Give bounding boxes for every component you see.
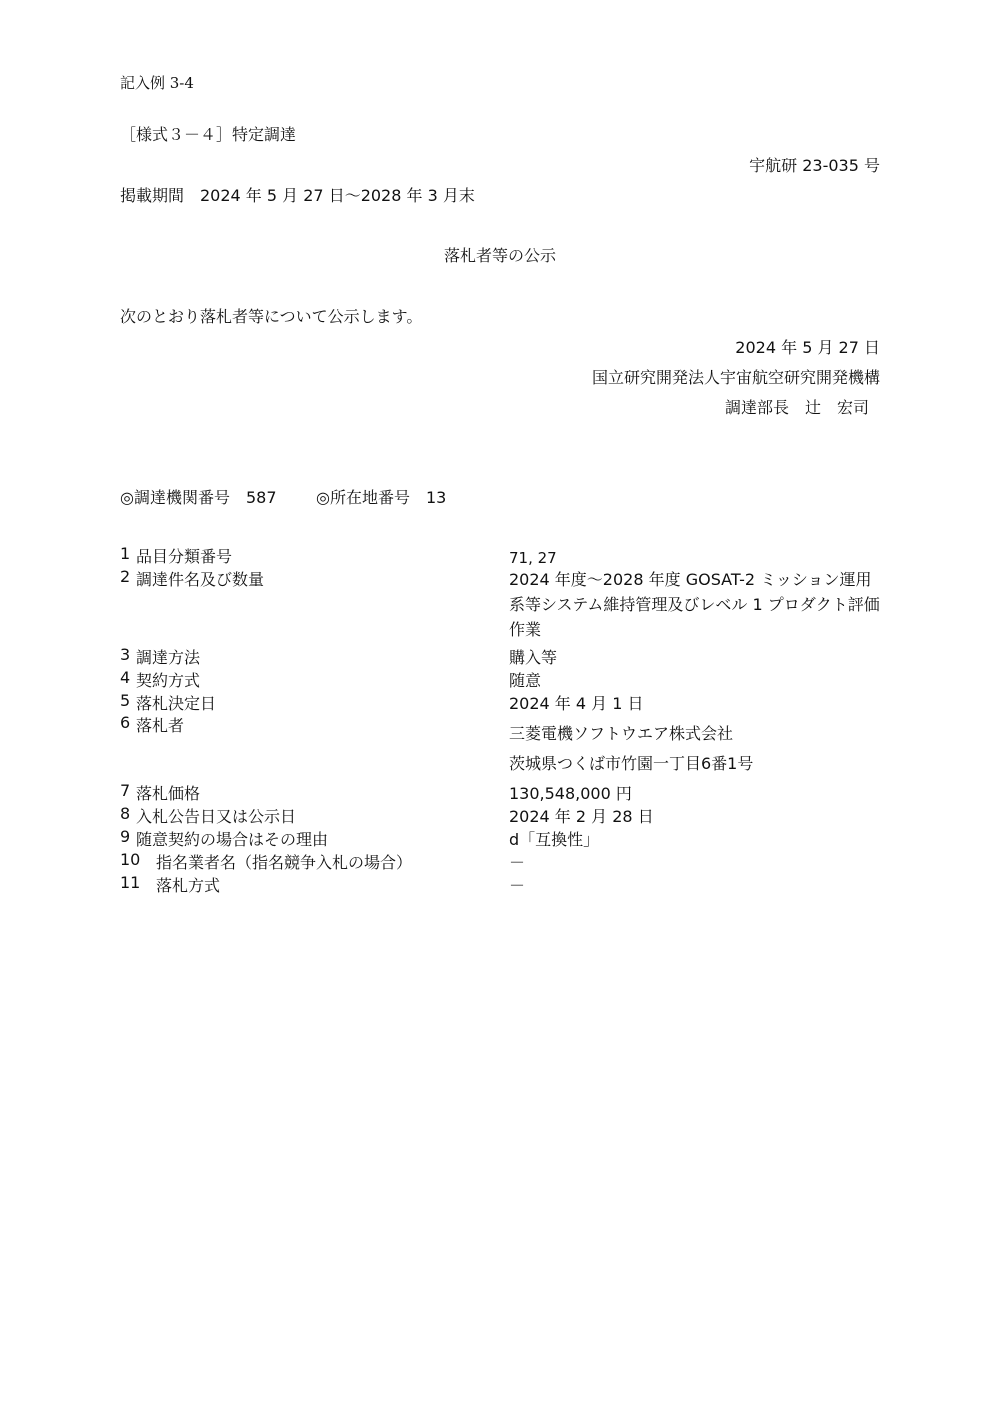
list-item [120,850,890,873]
item-label: 契約方式 [136,671,201,690]
item-number: 10 [120,850,141,869]
item-value: 2024 年 4 月 1 日 [509,694,644,713]
document-number: 宇航研 23-035 号 [749,156,880,175]
item-number: 7 [120,781,131,800]
item-value: － [509,853,526,872]
item-label: 調達方法 [136,648,201,667]
item-list [120,544,890,896]
list-item [120,668,890,691]
list-item [120,645,890,668]
item-number: 9 [120,827,131,846]
item-label: 入札公告日又は公示日 [136,807,297,826]
intro-text: 次のとおり落札者等について公示します。 [120,307,423,326]
agency-code: ◎調達機関番号 587 [120,488,277,507]
item-number: 6 [120,713,131,732]
item-label: 調達件名及び数量 [136,570,265,589]
item-value: 2024 年 2 月 28 日 [509,807,654,826]
list-item [120,567,890,645]
item-number: 11 [120,873,141,892]
winner-name: 三菱電機ソフトウエア株式会社 [509,724,734,743]
list-item [120,713,890,781]
item-value: 71, 27 [509,549,557,567]
issuer-organization: 国立研究開発法人宇宙航空研究開発機構 [591,368,880,387]
document-title: 落札者等の公示 [443,246,556,265]
list-item [120,781,890,804]
item-number: 8 [120,804,131,823]
item-value: 随意 [509,671,542,690]
item-label: 落札価格 [136,784,201,803]
example-label: 記入例 3-4 [120,74,194,92]
item-label: 指名業者名（指名競争入札の場合） [156,853,413,872]
form-label: ［様式３－４］特定調達 [120,125,297,144]
item-label: 落札決定日 [136,694,217,713]
item-label: 落札者 [136,716,185,735]
item-value: 130,548,000 円 [509,784,632,803]
item-value: 購入等 [509,648,558,667]
item-value: － [509,876,526,895]
item-label: 随意契約の場合はその理由 [136,830,329,849]
list-item [120,544,890,567]
list-item [120,691,890,713]
item-label: 落札方式 [156,876,221,895]
winner-address: 茨城県つくば市竹園一丁目6番1号 [509,754,754,773]
issue-date: 2024 年 5 月 27 日 [735,338,880,357]
list-item [120,804,890,827]
location-code: ◎所在地番号 13 [316,488,447,507]
item-number: 5 [120,691,131,710]
item-number: 1 [120,544,131,563]
item-number: 4 [120,668,131,687]
item-label: 品目分類番号 [136,547,233,566]
item-value: 2024 年度～2028 年度 GOSAT-2 ミッション運用系等システム維持管理及びレベル 1 プロダクト評価作業 [509,570,880,639]
posting-period: 掲載期間 2024 年 5 月 27 日～2028 年 3 月末 [120,186,475,205]
item-number: 3 [120,645,131,664]
issuer-official: 調達部長 辻 宏司 [724,398,869,417]
item-value: d「互換性」 [509,830,600,849]
list-item [120,827,890,850]
item-number: 2 [120,567,131,586]
list-item [120,873,890,896]
